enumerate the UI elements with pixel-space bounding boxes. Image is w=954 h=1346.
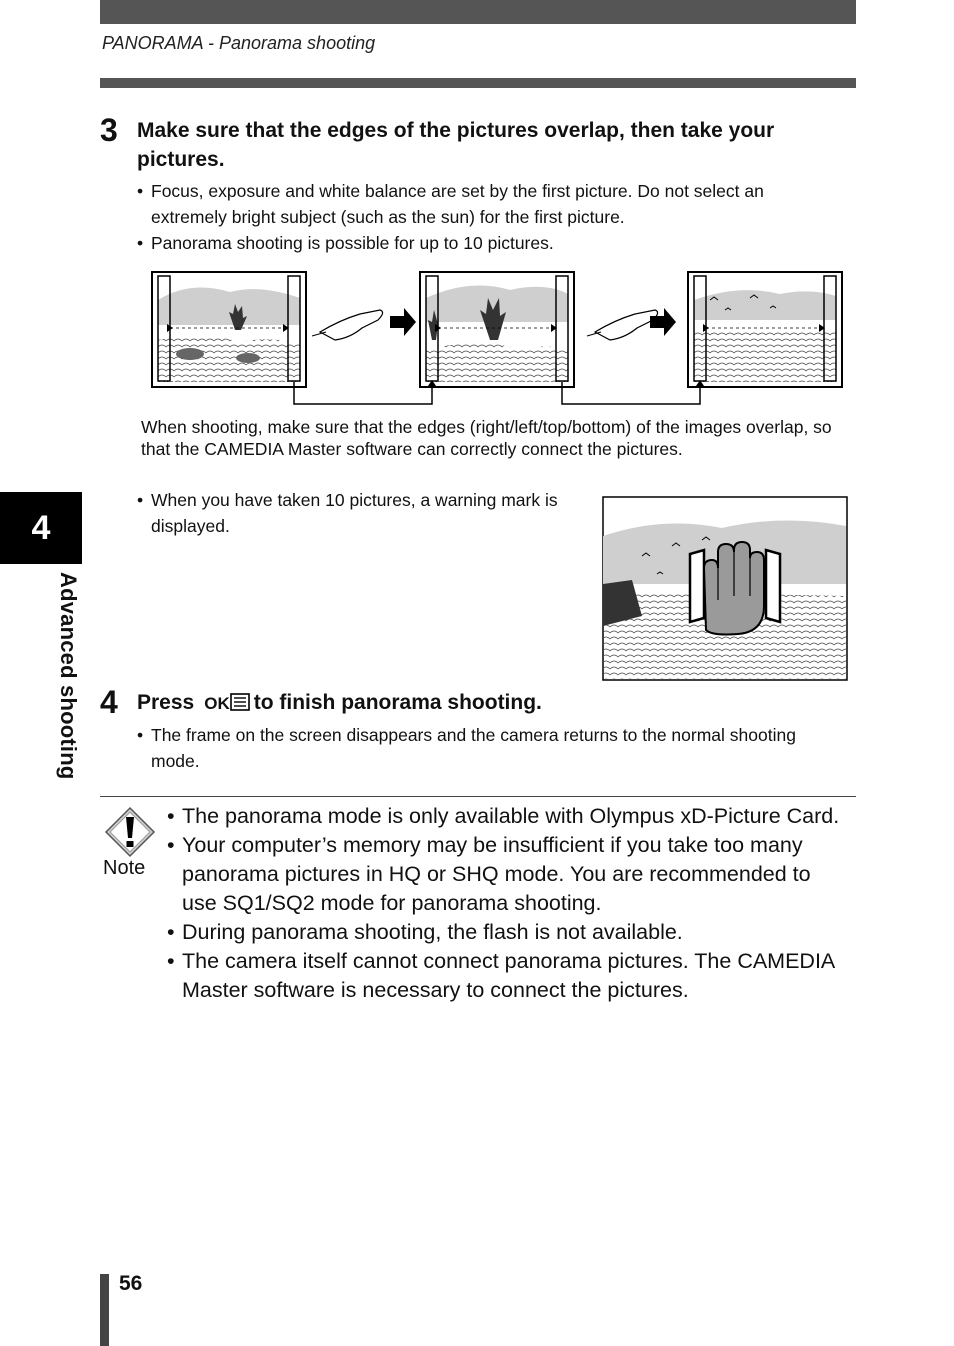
figure-caption: When shooting, make sure that the edges (right/left/top/bottom) of the images overlap, so that the CAMEDIA Master software can correctly connect the pictures. <box>141 417 832 459</box>
note-item: • The panorama mode is only available with Olympus xD-Picture Card. <box>167 802 847 831</box>
chapter-number: 4 <box>31 509 51 547</box>
ok-button-label <box>204 689 250 718</box>
step-title-before: Press <box>137 691 195 714</box>
bullet-item: • Focus, exposure and white balance are set by the first picture. Do not select an extremely bright subject (such as the sun) for the first picture. <box>137 178 837 230</box>
header-bar <box>100 0 856 24</box>
page-marker <box>100 1274 109 1346</box>
step-title-after: to finish panorama shooting. <box>253 691 542 714</box>
note-item: • The camera itself cannot connect panorama pictures. The CAMEDIA Master software is necessary to connect the pictures. <box>167 947 847 1005</box>
note-warning-icon <box>104 806 156 858</box>
step-3-bullets <box>137 178 837 256</box>
header-title: PANORAMA - Panorama shooting <box>102 33 376 53</box>
bullet-item: • The frame on the screen disappears and the camera returns to the normal shooting mode. <box>137 722 837 774</box>
frame-2 <box>420 272 574 387</box>
step-number: 3 <box>100 112 118 148</box>
bullet-item: • When you have taken 10 pictures, a warning mark is displayed. <box>137 487 587 539</box>
panorama-overlap-illustration <box>150 270 844 410</box>
step-number: 4 <box>100 684 118 720</box>
menu-icon <box>230 693 250 711</box>
step-4-bullets <box>137 722 837 774</box>
step-title <box>137 688 857 718</box>
ok-label: OK <box>204 694 230 713</box>
warning-bullets <box>137 487 587 539</box>
chapter-label: Advanced shooting <box>56 572 81 780</box>
page-number: 56 <box>119 1272 143 1295</box>
note-label: Note <box>103 857 146 879</box>
warning-mark-illustration <box>602 496 848 681</box>
camera-move-arrow-1 <box>312 308 416 340</box>
frame-3 <box>688 272 842 387</box>
section-divider <box>100 796 856 797</box>
note-item: • Your computer’s memory may be insufficient if you take too many panorama pictures in HQ or SHQ mode. You are recommended to use SQ1/SQ2 mode for panorama shooting. <box>167 831 847 918</box>
camera-move-arrow-2 <box>587 308 676 340</box>
note-item: • During panorama shooting, the flash is not available. <box>167 918 847 947</box>
header-divider <box>100 78 856 88</box>
note-list <box>167 802 847 1005</box>
frame-1 <box>152 272 306 387</box>
bullet-item: • Panorama shooting is possible for up to 10 pictures. <box>137 230 837 256</box>
step-title: Make sure that the edges of the pictures overlap, then take your pictures. <box>137 119 775 171</box>
